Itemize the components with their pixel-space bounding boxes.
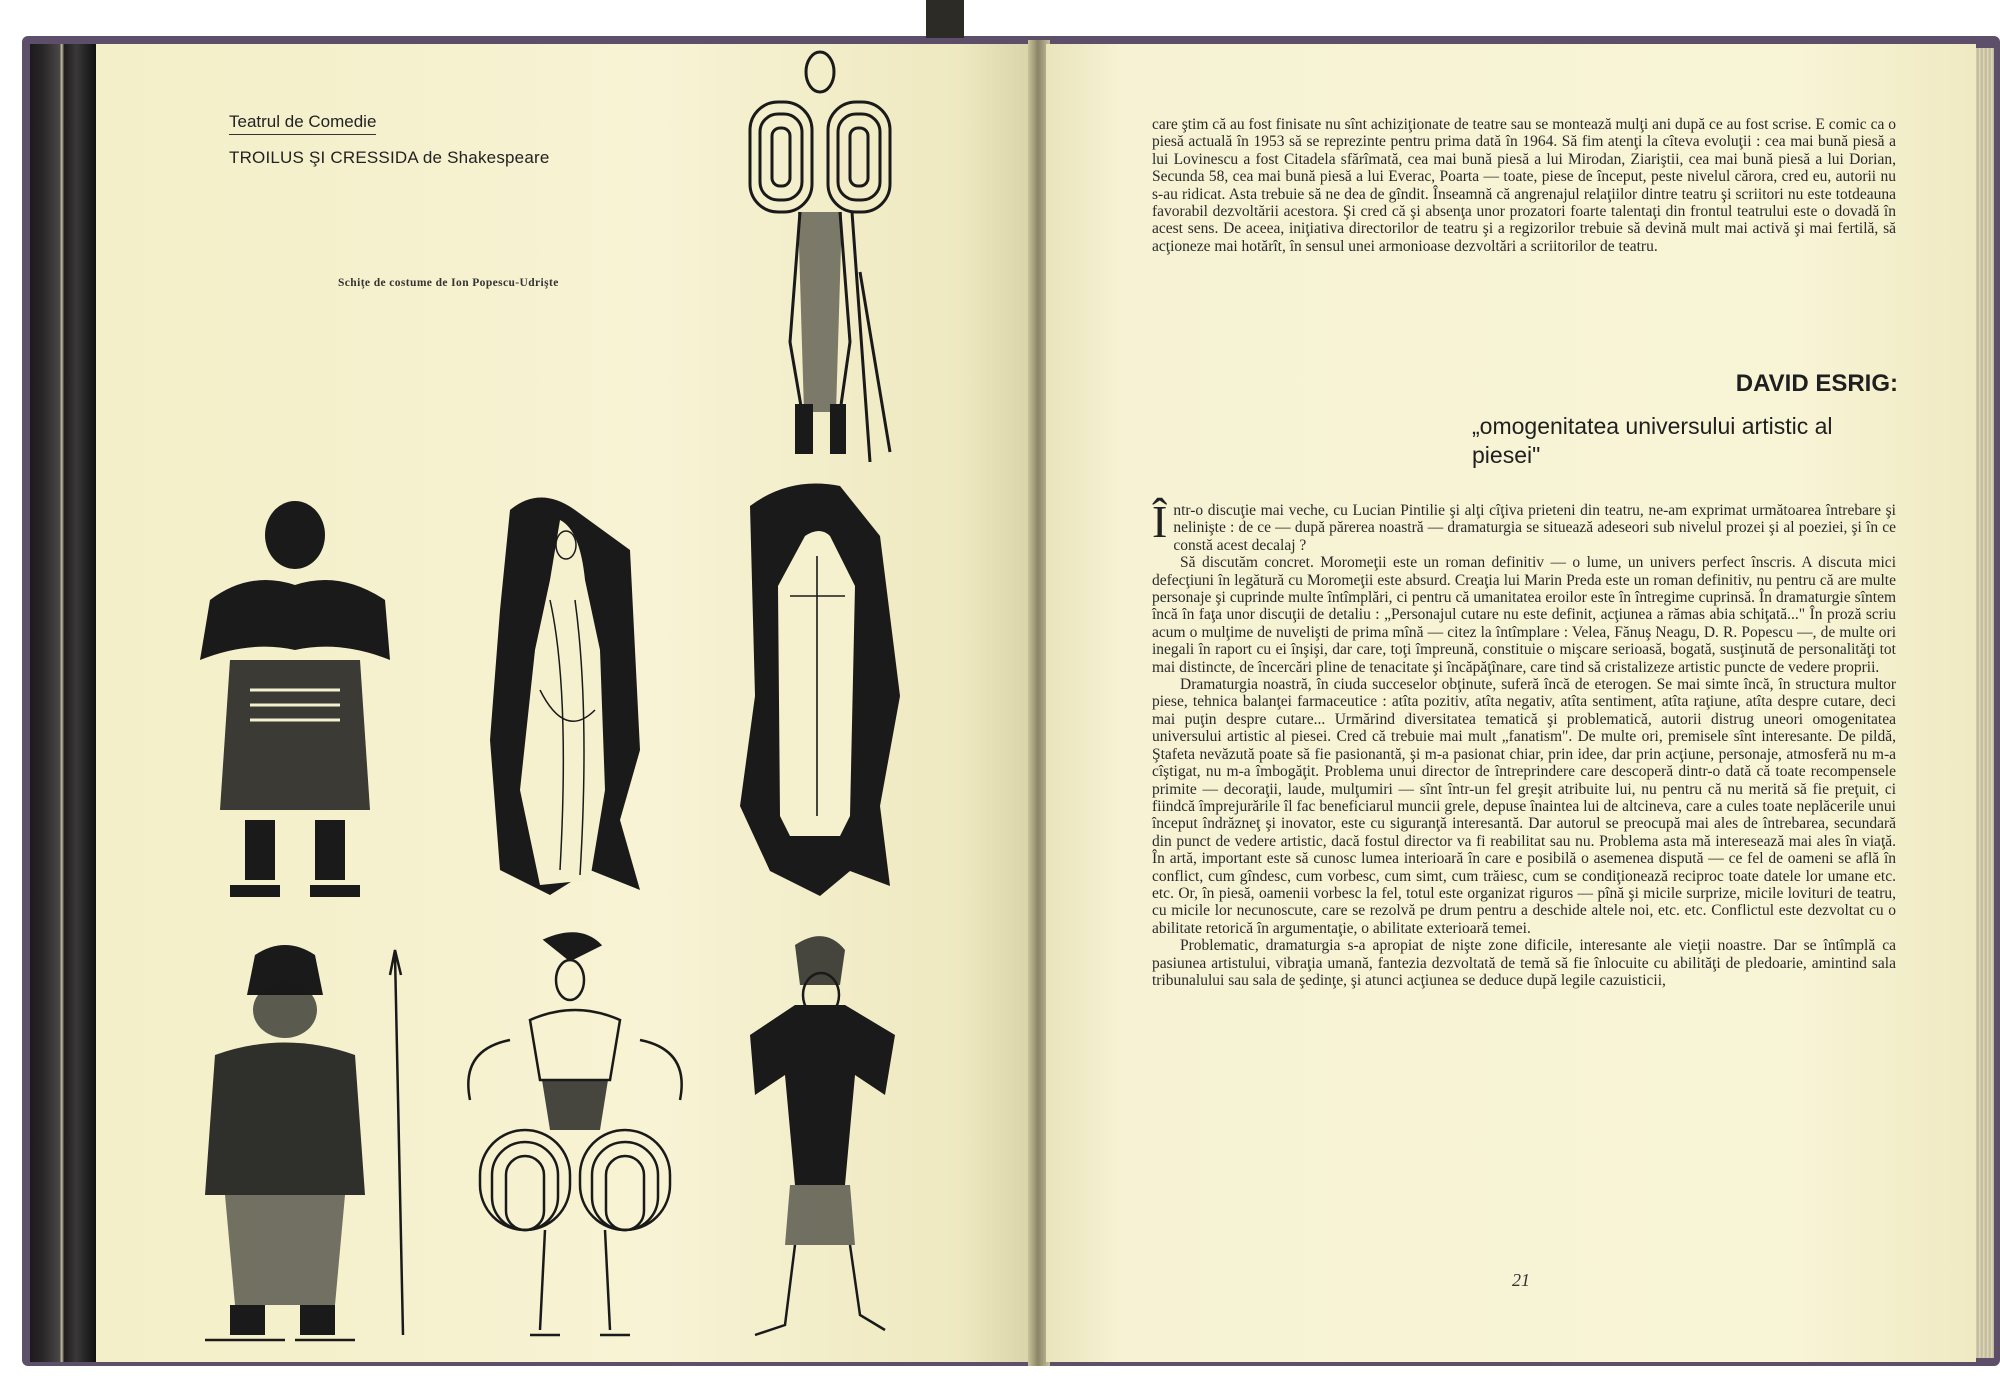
book-spine [30, 44, 96, 1362]
intro-text: care ştim că au fost finisate nu sînt achiziţionate de teatre sau se montează mulţi ani după ce au fost scrise. E comic ca o piesă actuală în 1953 să se reprezinte pentru prima dată în 1964. Să fim atenţi la cîteva evoluţii : cea mai bună piesă a lui Lovinescu a fost Citadela sfărîmată, cea mai bună piesă a lui Mirodan, Ziariştii, cea mai bună piesă a lui Dorian, Secunda 58, cea mai bună piesă a lui Everac, Poarta — toate, piese de început, peste nivelul cărora, cred eu, autorii nu s-au ridicat. Asta trebuie să ne dea de gîndit. Înseamnă că angrenajul relaţiilor dintre teatru şi scriitori nu este totdeauna favorabil dezvoltării acestora. Şi cred că şi absenţa unor prozatori foarte talentaţi din frontul teatrului este o dovadă în acest sens. De aceea, iniţiativa directorilor de teatru şi a regizorilor trebuie să devină mult mai activă şi mai fertilă, să acţioneze mai hotărît, în sensul unei armonioase dezvoltări a scriitorilor de teatru. [1152, 116, 1896, 255]
costume-sketch-3 [480, 490, 650, 900]
page-number: 21 [1512, 1270, 1530, 1290]
theatre-name: Teatrul de Comedie [229, 112, 376, 135]
article-intro-paragraph [1152, 116, 1896, 255]
play-title: TROILUS ŞI CRESSIDA de Shakespeare [229, 148, 550, 167]
top-tab [926, 0, 964, 38]
paragraph-3: Dramaturgia noastră, în ciuda succeselor obţinute, suferă încă de eterogen. Se mai simte încă, în structura multor piese, tehnica balanţei farmaceutice : atîta pozitiv, atîta negativ, atîta sentiment, atîta raţiune, atîta despre cutare, deci mai puţin despre cutare... Urmărind diversitatea tematică şi problematică, autorii distrug uneori omogenitatea universului artistic al piesei. Cred că trebuie mai mult „fanatism". De multe ori, premisele sînt interesante. De pildă, Ştafeta nevăzută poate să fie pasionantă, şi m-a pasionat chiar, prin idee, dar prin acţiune, personaje, atmosferă nu m-a cîştigat, nu m-a îmbogăţit. Problema unui director de întreprindere care descoperă dintr-o dată că toate recompensele primite — decoraţii, laude, mulţumiri — sînt într-un fel greşit atribuite lui, nu pentru că nu merită să fie preţuit, ci fiindcă împrejurările îl fac beneficiarul muncii grele, depuse înaintea lui de altcineva, care a cules toate neplăcerile unui început îndrăzneţ şi inovator, este cu siguranţă interesantă. Dar autorul se preocupă mai ales de întrebarea, secundară din punct de vedere artistic, dacă fostul director va fi reabilitat sau nu. Problema asta mă interesează mai ales în viaţă. În artă, important este să cunosc lumea interioară în care e posibilă o asemenea dispută — ce fel de oameni se află în conflict, cum gîndesc, cum vorbesc, cum simt, cum trăiesc, cum se condiţionează reciproc toate datele lor umane etc. etc. Or, în piesă, oamenii vorbesc la fel, totul este organizat riguros — pînă şi micile surprize, micile lovituri de teatru, cu micile lor necunoscute, care se rezolvă pe drum pentru a deschide altele noi, etc. etc. Conflictul este dezvoltat cu o abilitate retorică în argumentaţie, o abilitate exterioară temei. [1152, 676, 1896, 937]
article-body [1152, 496, 1896, 989]
costume-sketch-7 [735, 925, 905, 1345]
illustration-caption: Schiţe de costume de Ion Popescu-Udrişte [338, 277, 559, 289]
costume-sketch-5 [185, 935, 420, 1355]
drop-cap: Î [1152, 496, 1168, 547]
interview-author: DAVID ESRIG: [1735, 370, 1898, 397]
costume-sketch-2 [190, 490, 400, 905]
paragraph-4: Problematic, dramaturgia s-a apropiat de nişte zone dificile, interesante ale vieţii noastre. Dar se întîmplă ca pasiunea artistului, vibraţia umană, fantezia dezvoltată de temă să fie înlocuite cu abilităţi de pledoarie, amintind sala tribunalului sau sala de şedinţe, şi atunci acţiunea se deduce după legile cazuisticii, [1152, 937, 1896, 989]
paragraph-1-text: ntr-o discuţie mai veche, cu Lucian Pintilie şi alţi cîţiva prieteni din teatru, ne-am exprimat următoarea întrebare şi nelinişte : de ce — după părerea noastră — dramaturgia se situează adeseori sub nivelul prozei şi al poeziei, şi în ce constă acest decalaj ? [1173, 502, 1896, 554]
costume-sketch-4 [730, 476, 905, 901]
paragraph-1 [1152, 496, 1896, 554]
paragraph-2: Să discutăm concret. Moromeţii este un roman definitiv — o lume, un univers perfect înscris. A discuta mici defecţiuni în legătură cu Moromeţii este absurd. Creaţia lui Marin Preda este un roman definitiv, nu pentru că are multe personaje şi cuprinde multe întîmplări, ci pentru că umanitatea eroilor este în întregime cuprinsă. În dramaturgie sîntem încă în faţa unor discuţii de detaliu : „Personajul cutare nu este definit, acţiunea a rămas abia schiţată..." În proză scriu acum o mulţime de nuvelişti de prima mînă — citez la întîmplare : Velea, Fănuş Neagu, D. R. Popescu —, de multe ori inegali în raport cu ei înşişi, dar care, toţi împreună, constituie o mişcare serioasă, bogată, susţinută de personalităţi tot mai distincte, de încercări pline de tenacitate şi încăpăţînare, care tind să cristalizeze artistic puncte de vedere proprii. [1152, 554, 1896, 676]
page-edges [1976, 48, 1994, 1358]
costume-sketch-6 [450, 930, 700, 1350]
interview-subtitle: „omogenitatea universului artistic al piesei" [1472, 413, 1833, 468]
costume-sketch-1 [740, 42, 900, 462]
